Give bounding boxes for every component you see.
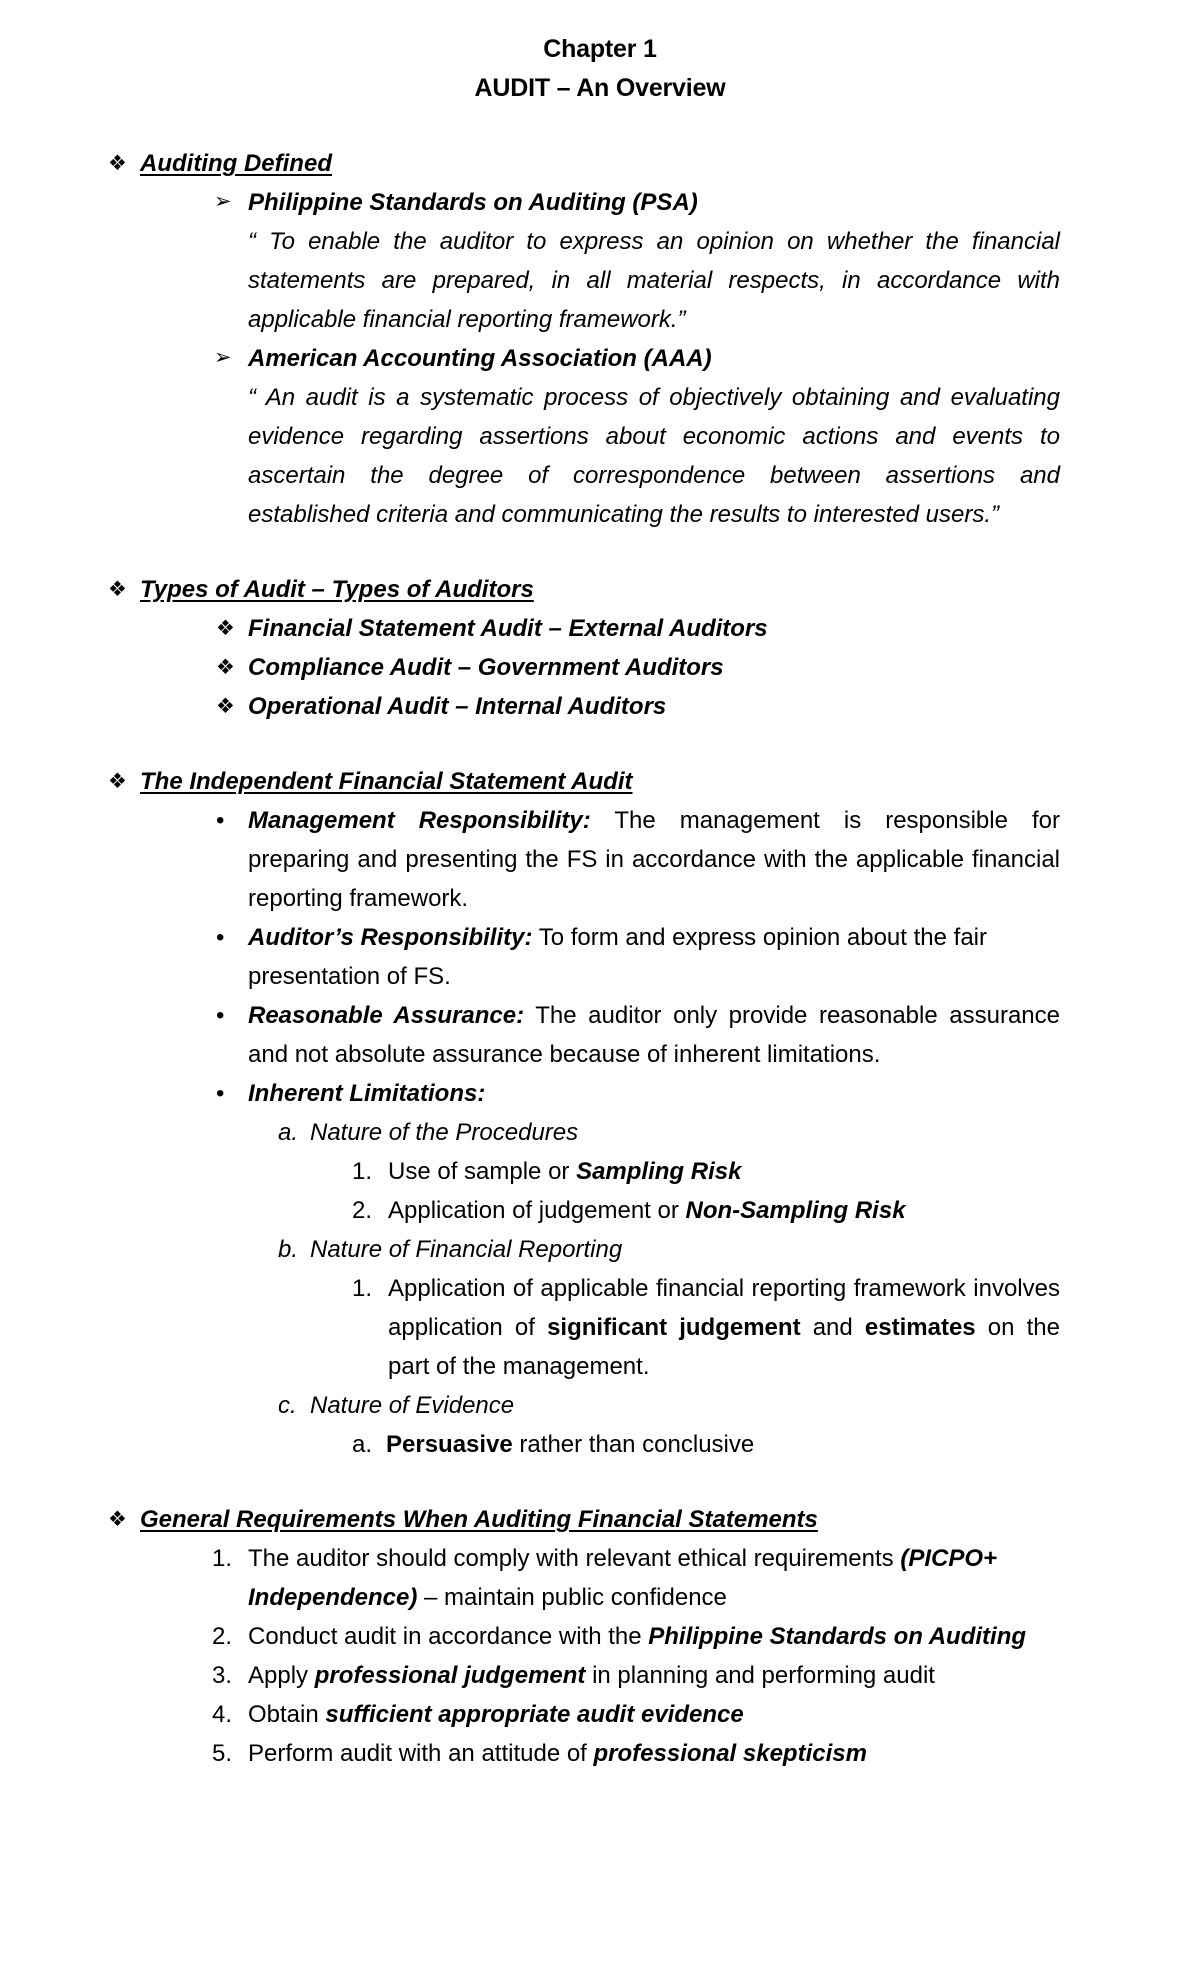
list-item-audit-type: [0, 648, 1200, 687]
quote-psa: “ To enable the auditor to express an opinion on whether the financial statements are prepared, in all material respects, in accordance with applicable financial reporting framework.”: [248, 228, 1060, 333]
list-item-label: Compliance Audit – Government Auditors: [248, 654, 724, 681]
item-lead-text: Obtain: [248, 1701, 326, 1728]
number-marker-1: 1.: [352, 1275, 373, 1302]
term-description: The auditor only provide reasonable assurance and not absolute assurance because of inherent limitations.: [248, 1002, 1060, 1068]
requirement-item: [0, 1656, 1200, 1695]
list-item-reasonable-assurance: [0, 996, 1200, 1074]
item-emphasis-text: professional judgement: [314, 1662, 586, 1689]
item-emphasis-text: Sampling Risk: [576, 1158, 742, 1185]
list-item-label: Operational Audit – Internal Auditors: [248, 693, 667, 720]
number-marker-1: 1.: [352, 1158, 373, 1185]
item-lead-text: Perform audit with an attitude of: [248, 1740, 594, 1767]
subheading-aaa-label: American Accounting Association (AAA): [248, 345, 712, 372]
sublist-item-label: Nature of the Procedures: [310, 1119, 579, 1146]
spacer: [0, 1464, 1200, 1500]
item-lead-text: Use of sample or: [388, 1158, 577, 1185]
item-emphasis-text-2: estimates: [864, 1314, 976, 1341]
diamond-bullet-icon: ❖: [216, 617, 235, 640]
section-heading-label: General Requirements When Auditing Financial Statements: [140, 1506, 818, 1533]
item-middle-text: and: [800, 1314, 865, 1341]
section-heading-label: Auditing Defined: [140, 150, 332, 177]
list-item-management-responsibility: [0, 801, 1200, 918]
diamond-bullet-icon: ❖: [108, 152, 127, 175]
item-emphasis-text: (PICPO+ Independence): [248, 1545, 998, 1611]
sublist-item-nature-of-evidence: [0, 1386, 1200, 1425]
document-header: [0, 0, 1200, 108]
item-emphasis-text: Philippine Standards on Auditing: [648, 1623, 1027, 1650]
item-tail-text: on the part of the management.: [388, 1314, 1060, 1380]
section-heading-independent-audit: [0, 762, 1200, 801]
sublist-item-nature-of-financial-reporting: [0, 1230, 1200, 1269]
section-heading-label: Types of Audit – Types of Auditors: [140, 576, 534, 603]
section-heading-auditing-defined: [0, 144, 1200, 183]
term-label: Reasonable Assurance:: [248, 1002, 525, 1029]
alpha-marker-a: a.: [352, 1431, 373, 1458]
diamond-bullet-icon: ❖: [108, 578, 127, 601]
section-heading-types-of-audit: [0, 570, 1200, 609]
item-emphasis-text: sufficient appropriate audit evidence: [325, 1701, 744, 1728]
number-marker-4: 4.: [212, 1701, 233, 1728]
term-description: The management is responsible for preparing and presenting the FS in accordance with the applicable financial reporting framework.: [248, 807, 1061, 912]
alpha-marker-a: a.: [278, 1119, 299, 1146]
alpha-marker-c: c.: [278, 1392, 297, 1419]
item-emphasis-text: Non-Sampling Risk: [685, 1197, 906, 1224]
term-description: To form and express opinion about the fair presentation of FS.: [248, 924, 987, 990]
quote-aaa: “ An audit is a systematic process of objectively obtaining and evaluating evidence regarding assertions about economic actions and events to ascertain the degree of correspondence between assertions and established criteria and communicating the results to interested users.”: [248, 384, 1060, 528]
number-marker-1: 1.: [212, 1545, 233, 1572]
spacer: [0, 108, 1200, 144]
requirement-item: [0, 1617, 1200, 1656]
diamond-bullet-icon: ❖: [216, 656, 235, 679]
spacer: [0, 726, 1200, 762]
section-heading-label: The Independent Financial Statement Audit: [140, 768, 633, 795]
spacer: [0, 534, 1200, 570]
term-label: Inherent Limitations:: [248, 1080, 486, 1107]
term-label: Auditor’s Responsibility:: [248, 924, 533, 951]
numbered-item-persuasive: [0, 1425, 1200, 1464]
numbered-item-non-sampling-risk: [0, 1191, 1200, 1230]
alpha-marker-b: b.: [278, 1236, 299, 1263]
item-tail-text: rather than conclusive: [512, 1431, 755, 1458]
diamond-bullet-icon: ❖: [108, 1508, 127, 1531]
sublist-item-label: Nature of Financial Reporting: [310, 1236, 623, 1263]
disc-bullet-icon: •: [216, 807, 225, 834]
item-emphasis-text: professional skepticism: [593, 1740, 867, 1767]
diamond-bullet-icon: ❖: [108, 770, 127, 793]
number-marker-3: 3.: [212, 1662, 233, 1689]
numbered-item-sampling-risk: [0, 1152, 1200, 1191]
item-tail-text: in planning and performing audit: [585, 1662, 935, 1689]
list-item-inherent-limitations: [0, 1074, 1200, 1113]
number-marker-2: 2.: [352, 1197, 373, 1224]
item-lead-text: The auditor should comply with relevant ethical requirements: [248, 1545, 901, 1572]
item-lead-text: Application of applicable financial reporting framework involves application of: [388, 1275, 1060, 1341]
item-emphasis-text: Persuasive: [386, 1431, 513, 1458]
sublist-item-nature-of-procedures: [0, 1113, 1200, 1152]
list-item-audit-type: [0, 687, 1200, 726]
page-title-chapter: Chapter 1: [543, 35, 657, 63]
section-heading-general-requirements: [0, 1500, 1200, 1539]
list-item-audit-type: [0, 609, 1200, 648]
disc-bullet-icon: •: [216, 1002, 225, 1029]
list-item-auditors-responsibility: [0, 918, 1200, 996]
item-tail-text: – maintain public confidence: [417, 1584, 727, 1611]
subheading-aaa: [0, 339, 1200, 378]
requirement-item: [0, 1695, 1200, 1734]
page-title-subject: AUDIT – An Overview: [474, 74, 726, 102]
term-label: Management Responsibility:: [248, 807, 591, 834]
requirement-item: [0, 1734, 1200, 1773]
number-marker-5: 5.: [212, 1740, 233, 1767]
arrow-bullet-icon: ➢: [214, 346, 232, 369]
sublist-item-label: Nature of Evidence: [310, 1392, 515, 1419]
list-item-label: Financial Statement Audit – External Auditors: [248, 615, 768, 642]
item-emphasis-text: significant judgement: [547, 1314, 801, 1341]
diamond-bullet-icon: ❖: [216, 695, 235, 718]
numbered-item-significant-judgement: [0, 1269, 1200, 1386]
disc-bullet-icon: •: [216, 1080, 225, 1107]
arrow-bullet-icon: ➢: [214, 190, 232, 213]
disc-bullet-icon: •: [216, 924, 225, 951]
number-marker-2: 2.: [212, 1623, 233, 1650]
item-lead-text: Application of judgement or: [388, 1197, 686, 1224]
item-lead-text: Conduct audit in accordance with the: [248, 1623, 649, 1650]
subheading-psa: [0, 183, 1200, 222]
subheading-psa-label: Philippine Standards on Auditing (PSA): [248, 189, 698, 216]
item-lead-text: Apply: [248, 1662, 315, 1689]
requirement-item: [0, 1539, 1200, 1617]
